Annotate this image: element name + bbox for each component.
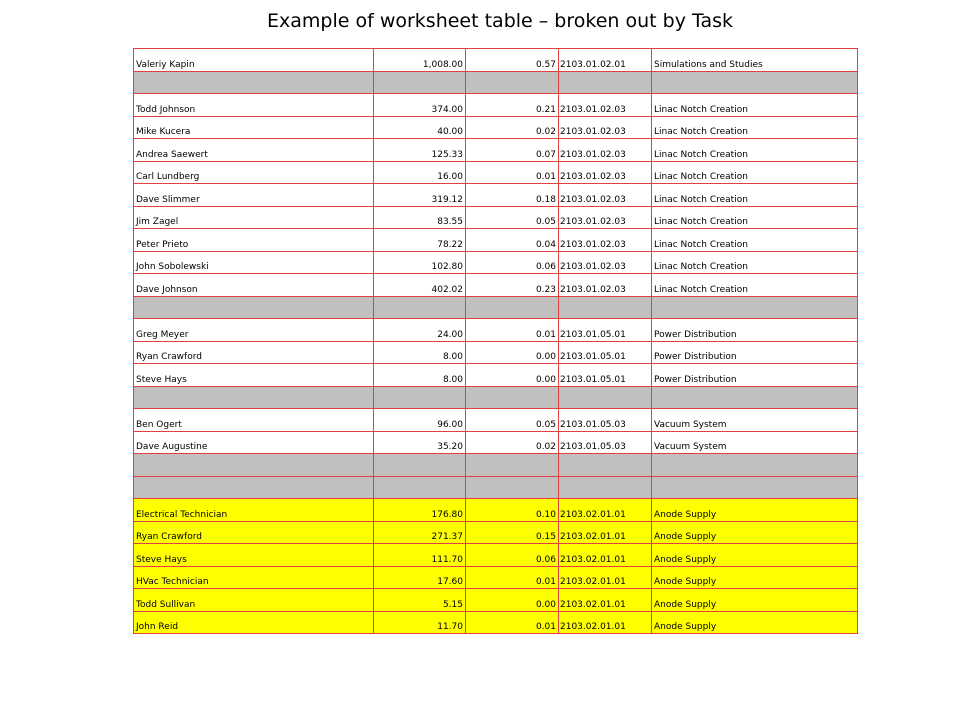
cell-hours[interactable] <box>374 476 466 499</box>
cell-name[interactable]: Valeriy Kapin <box>134 49 374 72</box>
worksheet-body <box>134 49 858 634</box>
cell-name[interactable]: Jim Zagel <box>134 206 374 229</box>
cell-hours[interactable]: 96.00 <box>374 409 466 432</box>
cell-fte[interactable] <box>466 71 559 94</box>
cell-wbs[interactable]: 2103.01.02.03 <box>559 94 652 117</box>
cell-fte[interactable]: 0.04 <box>466 229 559 252</box>
cell-task[interactable] <box>652 454 858 477</box>
cell-fte[interactable]: 0.00 <box>466 341 559 364</box>
cell-task[interactable]: Linac Notch Creation <box>652 184 858 207</box>
cell-name[interactable] <box>134 71 374 94</box>
table-row <box>134 409 858 432</box>
cell-wbs[interactable]: 2103.01.02.03 <box>559 161 652 184</box>
cell-fte[interactable]: 0.01 <box>466 161 559 184</box>
cell-fte[interactable] <box>466 476 559 499</box>
cell-hours[interactable]: 8.00 <box>374 364 466 387</box>
worksheet-table <box>133 48 858 634</box>
cell-wbs[interactable]: 2103.02.01.01 <box>559 521 652 544</box>
table-row <box>134 319 858 342</box>
highlighted-row <box>134 566 858 589</box>
cell-hours[interactable]: 78.22 <box>374 229 466 252</box>
cell-wbs[interactable] <box>559 386 652 409</box>
table-row <box>134 49 858 72</box>
cell-wbs[interactable]: 2103.01.05.03 <box>559 431 652 454</box>
cell-task[interactable]: Linac Notch Creation <box>652 161 858 184</box>
cell-name[interactable]: Peter Prieto <box>134 229 374 252</box>
cell-name[interactable]: Ryan Crawford <box>134 341 374 364</box>
cell-fte[interactable]: 0.05 <box>466 409 559 432</box>
cell-wbs[interactable]: 2103.02.01.01 <box>559 544 652 567</box>
cell-hours[interactable]: 24.00 <box>374 319 466 342</box>
cell-fte[interactable]: 0.06 <box>466 251 559 274</box>
cell-name[interactable]: Greg Meyer <box>134 319 374 342</box>
cell-wbs[interactable]: 2103.02.01.01 <box>559 589 652 612</box>
cell-hours[interactable] <box>374 386 466 409</box>
cell-hours[interactable]: 374.00 <box>374 94 466 117</box>
cell-hours[interactable]: 8.00 <box>374 341 466 364</box>
separator-row <box>134 386 858 409</box>
cell-name[interactable]: John Reid <box>134 611 374 634</box>
table-row <box>134 229 858 252</box>
table-row <box>134 184 858 207</box>
cell-wbs[interactable]: 2103.01.02.03 <box>559 251 652 274</box>
cell-task[interactable]: Anode Supply <box>652 544 858 567</box>
cell-wbs[interactable] <box>559 71 652 94</box>
cell-fte[interactable] <box>466 296 559 319</box>
cell-task[interactable]: Power Distribution <box>652 341 858 364</box>
cell-hours[interactable]: 176.80 <box>374 499 466 522</box>
cell-task[interactable] <box>652 386 858 409</box>
cell-task[interactable]: Anode Supply <box>652 566 858 589</box>
cell-fte[interactable]: 0.01 <box>466 611 559 634</box>
cell-name[interactable] <box>134 386 374 409</box>
cell-wbs[interactable]: 2103.01.05.01 <box>559 364 652 387</box>
table-row <box>134 94 858 117</box>
cell-fte[interactable]: 0.10 <box>466 499 559 522</box>
cell-hours[interactable]: 102.80 <box>374 251 466 274</box>
cell-name[interactable]: Carl Lundberg <box>134 161 374 184</box>
cell-fte[interactable]: 0.01 <box>466 566 559 589</box>
cell-hours[interactable] <box>374 296 466 319</box>
cell-name[interactable]: Dave Johnson <box>134 274 374 297</box>
highlighted-row <box>134 499 858 522</box>
cell-task[interactable]: Anode Supply <box>652 499 858 522</box>
separator-row <box>134 476 858 499</box>
highlighted-row <box>134 589 858 612</box>
cell-wbs[interactable]: 2103.02.01.01 <box>559 566 652 589</box>
cell-wbs[interactable]: 2103.01.05.01 <box>559 319 652 342</box>
cell-task[interactable]: Power Distribution <box>652 319 858 342</box>
cell-name[interactable]: Todd Sullivan <box>134 589 374 612</box>
highlighted-row <box>134 521 858 544</box>
cell-name[interactable]: Dave Slimmer <box>134 184 374 207</box>
cell-wbs[interactable] <box>559 476 652 499</box>
cell-hours[interactable] <box>374 71 466 94</box>
cell-fte[interactable]: 0.02 <box>466 431 559 454</box>
cell-name[interactable]: Andrea Saewert <box>134 139 374 162</box>
cell-fte[interactable]: 0.23 <box>466 274 559 297</box>
cell-hours[interactable]: 40.00 <box>374 116 466 139</box>
highlighted-row <box>134 611 858 634</box>
separator-row <box>134 454 858 477</box>
cell-name[interactable]: John Sobolewski <box>134 251 374 274</box>
cell-task[interactable]: Linac Notch Creation <box>652 206 858 229</box>
cell-task[interactable]: Simulations and Studies <box>652 49 858 72</box>
cell-fte[interactable]: 0.00 <box>466 589 559 612</box>
cell-fte[interactable]: 0.06 <box>466 544 559 567</box>
cell-fte[interactable] <box>466 386 559 409</box>
cell-task[interactable]: Anode Supply <box>652 521 858 544</box>
cell-wbs[interactable]: 2103.01.02.03 <box>559 116 652 139</box>
table-row <box>134 431 858 454</box>
cell-task[interactable]: Power Distribution <box>652 364 858 387</box>
cell-fte[interactable]: 0.15 <box>466 521 559 544</box>
cell-wbs[interactable]: 2103.01.02.03 <box>559 139 652 162</box>
cell-wbs[interactable]: 2103.01.02.03 <box>559 184 652 207</box>
cell-fte[interactable]: 0.02 <box>466 116 559 139</box>
cell-name[interactable]: Dave Augustine <box>134 431 374 454</box>
cell-hours[interactable]: 319.12 <box>374 184 466 207</box>
cell-wbs[interactable]: 2103.01.02.03 <box>559 229 652 252</box>
table-row <box>134 251 858 274</box>
cell-fte[interactable]: 0.05 <box>466 206 559 229</box>
cell-hours[interactable]: 1,008.00 <box>374 49 466 72</box>
cell-task[interactable]: Vacuum System <box>652 431 858 454</box>
cell-task[interactable]: Linac Notch Creation <box>652 139 858 162</box>
cell-task[interactable]: Linac Notch Creation <box>652 274 858 297</box>
cell-hours[interactable]: 111.70 <box>374 544 466 567</box>
table-row <box>134 274 858 297</box>
cell-hours[interactable]: 83.55 <box>374 206 466 229</box>
cell-name[interactable]: Electrical Technician <box>134 499 374 522</box>
cell-wbs[interactable] <box>559 296 652 319</box>
cell-name[interactable]: Mike Kucera <box>134 116 374 139</box>
cell-name[interactable] <box>134 454 374 477</box>
cell-hours[interactable] <box>374 454 466 477</box>
cell-fte[interactable]: 0.21 <box>466 94 559 117</box>
cell-name[interactable]: Steve Hays <box>134 544 374 567</box>
highlighted-row <box>134 544 858 567</box>
cell-wbs[interactable]: 2103.01.02.03 <box>559 274 652 297</box>
table-row <box>134 116 858 139</box>
cell-hours[interactable]: 17.60 <box>374 566 466 589</box>
cell-wbs[interactable]: 2103.02.01.01 <box>559 611 652 634</box>
cell-fte[interactable]: 0.01 <box>466 319 559 342</box>
cell-fte[interactable]: 0.00 <box>466 364 559 387</box>
cell-task[interactable]: Vacuum System <box>652 409 858 432</box>
cell-wbs[interactable]: 2103.01.05.01 <box>559 341 652 364</box>
cell-task[interactable]: Anode Supply <box>652 589 858 612</box>
table-row <box>134 364 858 387</box>
cell-wbs[interactable]: 2103.02.01.01 <box>559 499 652 522</box>
page-title: Example of worksheet table – broken out by Task <box>267 10 733 32</box>
cell-hours[interactable]: 11.70 <box>374 611 466 634</box>
cell-wbs[interactable]: 2103.01.02.03 <box>559 206 652 229</box>
cell-hours[interactable]: 271.37 <box>374 521 466 544</box>
cell-wbs[interactable]: 2103.01.02.01 <box>559 49 652 72</box>
cell-hours[interactable]: 16.00 <box>374 161 466 184</box>
cell-task[interactable]: Linac Notch Creation <box>652 229 858 252</box>
cell-task[interactable]: Linac Notch Creation <box>652 251 858 274</box>
cell-name[interactable] <box>134 296 374 319</box>
cell-fte[interactable] <box>466 454 559 477</box>
cell-name[interactable]: Ryan Crawford <box>134 521 374 544</box>
cell-task[interactable]: Linac Notch Creation <box>652 116 858 139</box>
table-row <box>134 139 858 162</box>
cell-task[interactable] <box>652 476 858 499</box>
cell-wbs[interactable]: 2103.01.05.03 <box>559 409 652 432</box>
cell-name[interactable] <box>134 476 374 499</box>
table-row <box>134 341 858 364</box>
cell-hours[interactable]: 35.20 <box>374 431 466 454</box>
cell-name[interactable]: Steve Hays <box>134 364 374 387</box>
cell-wbs[interactable] <box>559 454 652 477</box>
cell-task[interactable] <box>652 71 858 94</box>
cell-name[interactable]: HVac Technician <box>134 566 374 589</box>
cell-hours[interactable]: 5.15 <box>374 589 466 612</box>
cell-fte[interactable]: 0.57 <box>466 49 559 72</box>
cell-hours[interactable]: 402.02 <box>374 274 466 297</box>
cell-task[interactable] <box>652 296 858 319</box>
cell-task[interactable]: Anode Supply <box>652 611 858 634</box>
separator-row <box>134 296 858 319</box>
cell-fte[interactable]: 0.07 <box>466 139 559 162</box>
cell-name[interactable]: Ben Ogert <box>134 409 374 432</box>
separator-row <box>134 71 858 94</box>
table-row <box>134 161 858 184</box>
cell-task[interactable]: Linac Notch Creation <box>652 94 858 117</box>
cell-name[interactable]: Todd Johnson <box>134 94 374 117</box>
cell-hours[interactable]: 125.33 <box>374 139 466 162</box>
table-row <box>134 206 858 229</box>
cell-fte[interactable]: 0.18 <box>466 184 559 207</box>
